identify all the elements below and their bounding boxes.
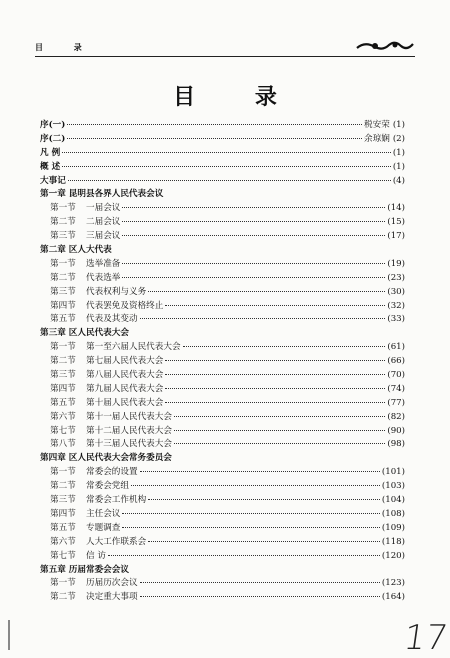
page-number: (61) [387,342,405,353]
toc-section-row[interactable] [40,300,405,314]
chapter-title: 第五章 历届常委会会议 [40,564,129,575]
section-title: 第十三届人民代表大会 [86,439,172,450]
section-number: 第二节 [50,217,76,228]
section-number: 第二节 [50,592,76,603]
section-label [50,591,138,605]
section-number: 第三节 [50,495,76,506]
section-label [50,383,163,397]
toc-entry-row[interactable] [40,147,405,161]
section-label [50,230,120,244]
section-label [50,313,138,327]
section-label [50,300,163,314]
chapter-title: 第四章 区人民代表大会常务委员会 [40,453,172,464]
toc-chapter-row[interactable] [40,452,405,466]
toc-chapter-row[interactable] [40,188,405,202]
section-number: 第七节 [50,550,76,561]
section-number: 第五节 [50,314,76,325]
toc-chapter-row[interactable] [40,244,405,258]
table-of-contents [40,119,405,605]
toc-section-row[interactable] [40,272,405,286]
toc-section-row[interactable] [40,591,405,605]
chapter-title: 第三章 区人民代表大会 [40,328,129,339]
page-number: (164) [381,592,405,603]
toc-section-row[interactable] [40,522,405,536]
page-number: (1) [392,161,405,172]
toc-section-row[interactable] [40,550,405,564]
entry-title: 凡 例 [40,147,61,158]
page-number: (30) [387,286,405,297]
section-number: 第五节 [50,522,76,533]
page-number: (77) [387,397,405,408]
section-title: 历届历次会议 [86,578,138,589]
toc-section-row[interactable] [40,466,405,480]
toc-section-row[interactable] [40,480,405,494]
section-title: 专题调查 [86,522,121,533]
leader-dots [122,513,380,514]
toc-section-row[interactable] [40,216,405,230]
toc-chapter-row[interactable] [40,327,405,341]
page-number: (123) [381,578,405,589]
toc-section-row[interactable] [40,438,405,452]
section-title: 主任会议 [86,508,121,519]
leader-dots [68,180,391,181]
page-number: (70) [387,370,405,381]
leader-dots [165,402,385,403]
leader-dots [122,527,380,528]
toc-chapter-row[interactable] [40,564,405,578]
page-number: (32) [387,300,405,311]
section-label [50,425,172,439]
toc-section-row[interactable] [40,202,405,216]
section-number: 第四节 [50,300,76,311]
leader-dots [165,388,385,389]
leader-dots [174,416,385,417]
section-label [50,550,106,564]
section-title: 常委会工作机构 [86,495,147,506]
section-number: 第一节 [50,203,76,214]
section-title: 代表罢免及资格终止 [86,300,164,311]
leader-dots [62,166,391,167]
page-number: (74) [387,383,405,394]
page-number: (4) [392,175,405,186]
toc-section-row[interactable] [40,383,405,397]
section-label [50,536,146,550]
section-number: 第三节 [50,370,76,381]
chapter-title: 第一章 昆明县各界人民代表会议 [40,189,164,200]
page-number: (82) [387,411,405,422]
toc-section-row[interactable] [40,397,405,411]
entry-author: 税安荣 [364,120,390,130]
page-number: (66) [387,356,405,367]
section-label [50,438,172,452]
page-number: (101) [381,467,405,478]
section-label [50,508,120,522]
toc-section-row[interactable] [40,355,405,369]
leader-dots [122,207,385,208]
entry-title: 序(一) [40,120,66,130]
section-label [50,411,172,425]
section-title: 第十一届人民代表大会 [86,411,172,422]
section-number: 第四节 [50,383,76,394]
leader-dots [122,221,385,222]
leader-dots [122,277,385,278]
section-label [50,494,146,508]
page-number: (1) [392,120,405,130]
section-number: 第八节 [50,439,76,450]
page-title: 目 录 [173,84,303,110]
leader-dots [122,235,385,236]
section-number: 第一节 [50,578,76,589]
entry-author: 余琼娴 [364,133,390,144]
leader-dots [67,124,362,125]
section-title: 第十二届人民代表大会 [86,425,172,436]
page-number: (90) [387,425,405,436]
toc-entry-row[interactable] [40,119,405,133]
section-label [50,258,120,272]
toc-section-row[interactable] [40,577,405,591]
page-number: (15) [387,217,405,228]
section-number: 第七节 [50,425,76,436]
section-title: 一届会议 [86,203,121,214]
section-title: 三届会议 [86,231,121,242]
page-number: (33) [387,314,405,325]
section-number: 第六节 [50,536,76,547]
section-number: 第六节 [50,411,76,422]
section-title: 二届会议 [86,217,121,228]
toc-section-row[interactable] [40,425,405,439]
leader-dots [165,374,385,375]
section-title: 决定重大事项 [86,592,138,603]
page-number: (108) [381,508,405,519]
toc-section-row[interactable] [40,369,405,383]
entry-title: 概 述 [40,161,61,172]
section-number: 第四节 [50,508,76,519]
section-label [50,397,163,411]
leader-dots [108,555,380,556]
section-title: 常委会党组 [86,481,129,492]
page-number: (103) [381,481,405,492]
leader-dots [165,360,385,361]
toc-section-row[interactable] [40,258,405,272]
page-number: (104) [381,495,405,506]
section-title: 第九届人民代表大会 [86,383,164,394]
section-number: 第五节 [50,397,76,408]
toc-section-row[interactable] [40,286,405,300]
section-title: 第十届人民代表大会 [86,397,164,408]
leader-dots [148,541,380,542]
page-number: (14) [387,203,405,214]
section-title: 第八届人民代表大会 [86,370,164,381]
page-number: (23) [387,272,405,283]
section-number: 第一节 [50,342,76,353]
leader-dots [67,138,362,139]
leader-dots [183,346,386,347]
toc-section-row[interactable] [40,508,405,522]
leader-dots [165,305,385,306]
toc-section-row[interactable] [40,313,405,327]
section-number: 第二节 [50,356,76,367]
section-label [50,202,120,216]
section-number: 第三节 [50,286,76,297]
toc-section-row[interactable] [40,411,405,425]
section-number: 第二节 [50,272,76,283]
section-title: 人大工作联系会 [86,536,147,547]
section-title: 第七届人民代表大会 [86,356,164,367]
page-number: (1) [392,147,405,158]
leader-dots [62,152,391,153]
section-title: 选举准备 [86,258,121,269]
toc-section-row[interactable] [40,494,405,508]
leader-dots [148,291,385,292]
handwritten-page-mark: 17 [401,618,450,658]
leader-dots [174,430,385,431]
section-label [50,577,138,591]
leader-dots [122,263,385,264]
page-number: (120) [381,550,405,561]
page-number: (118) [381,536,405,547]
toc-entry-row[interactable] [40,175,405,189]
section-title: 代表及其变动 [86,314,138,325]
leader-dots [140,318,386,319]
section-label [50,272,120,286]
section-label [50,466,138,480]
scan-artifact [8,620,10,650]
entry-title: 序(二) [40,133,66,144]
page-number: (19) [387,258,405,269]
leader-dots [140,471,380,472]
toc-entry-row[interactable] [40,161,405,175]
leader-dots [148,499,380,500]
leader-dots [140,596,380,597]
section-number: 第一节 [50,258,76,269]
section-number: 第二节 [50,481,76,492]
entry-title: 大事记 [40,175,66,186]
section-label [50,355,163,369]
leader-dots [174,443,385,444]
toc-section-row[interactable] [40,230,405,244]
page-number: (17) [387,231,405,242]
leader-dots [131,485,380,486]
section-title: 第一至六届人民代表大会 [86,342,181,353]
section-label [50,341,181,355]
page-number: (98) [387,439,405,450]
running-header [35,42,415,57]
section-title: 信 访 [86,550,106,561]
section-label [50,522,120,536]
toc-section-row[interactable] [40,536,405,550]
chapter-title: 第二章 区人大代表 [40,245,112,256]
section-label [50,286,146,300]
section-label [50,216,120,230]
section-title: 代表权利与义务 [86,286,147,297]
section-title: 代表选举 [86,272,121,283]
leader-dots [140,582,380,583]
section-number: 第三节 [50,231,76,242]
header-label: 目 录 [35,42,96,52]
page-number: (2) [392,133,405,144]
section-title: 常委会的设置 [86,467,138,478]
section-number: 第一节 [50,467,76,478]
ornament-icon [355,39,415,53]
page-number: (109) [381,522,405,533]
section-label [50,369,163,383]
toc-section-row[interactable] [40,341,405,355]
toc-entry-row[interactable] [40,133,405,147]
section-label [50,480,129,494]
